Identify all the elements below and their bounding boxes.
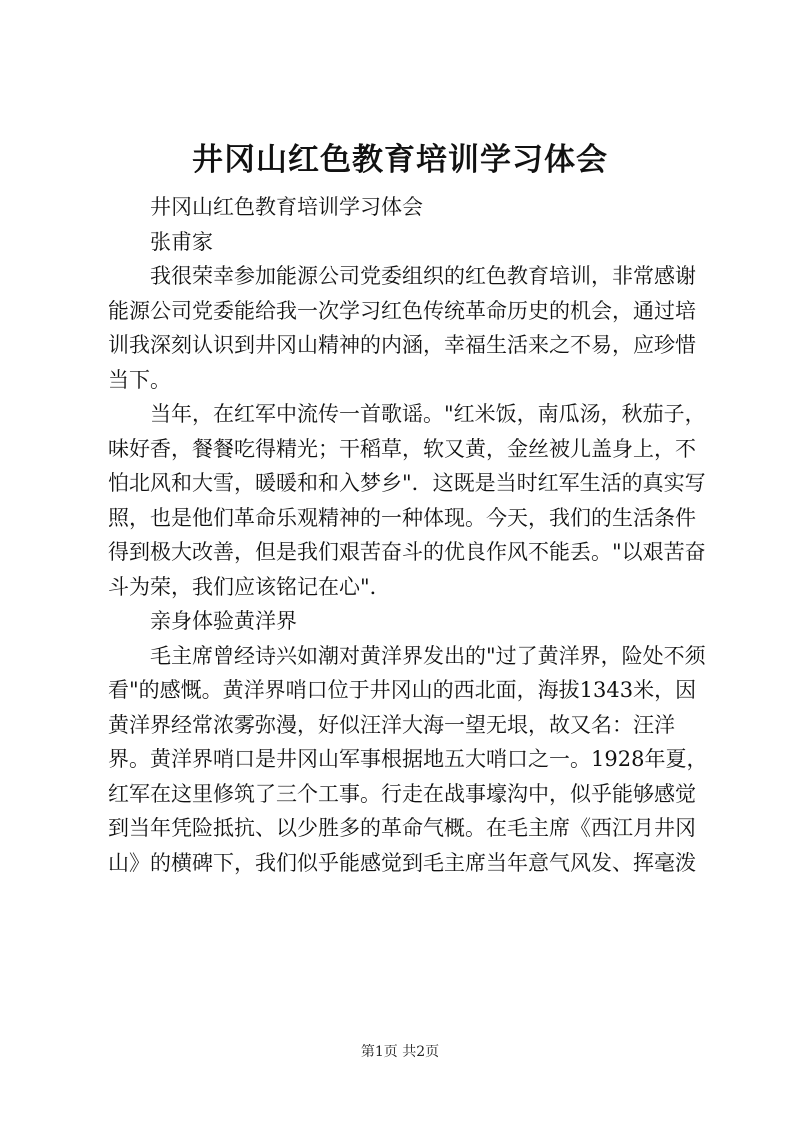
paragraph-subtitle: 井冈山红色教育培训学习体会: [150, 195, 423, 219]
paragraph-author: 张甫家: [150, 229, 213, 254]
page-footer: 第1页 共2页: [360, 1044, 440, 1060]
paragraph-huangyangjie: 毛主席曾经诗兴如潮对黄洋界发出的"过了黄洋界，险处不须看"的感慨。黄洋界哨口位于井冈山的西北面，海拔1343米，因黄洋界经常浓雾弥漫，好似汪洋大海一望无垠，故又名：汪洋界。黄洋界哨口是井冈山军事根据地五大哨口之一。1928年夏，红军在这里修筑了三个工事。行走在战事壕沟中，似乎能够感觉到当年凭险抵抗、以少胜多的革命气概。在毛主席《西江月井冈山》的横碑下，我们似乎能感觉到毛主席当年意气风发、挥毫泼: [108, 643, 708, 875]
paragraph-song: 当年，在红军中流传一首歌谣。"红米饭，南瓜汤，秋茄子，味好香，餐餐吃得精光；干稻草，软又黄，金丝被儿盖身上，不怕北风和大雪，暖暖和和入梦乡"．这既是当时红军生活的真实写照，也是他们革命乐观精神的一种体现。今天，我们的生活条件得到极大改善，但是我们艰苦奋斗的优良作风不能丢。"以艰苦奋斗为荣，我们应该铭记在心"．: [108, 402, 706, 599]
document-body: [108, 190, 712, 880]
section-heading: 亲身体验黄洋界: [150, 609, 297, 633]
paragraph-intro: 我很荣幸参加能源公司党委组织的红色教育培训，非常感谢能源公司党委能给我一次学习红色传统革命历史的机会，通过培训我深刻认识到井冈山精神的内涵，幸福生活来之不易，应珍惜当下。: [108, 264, 696, 392]
document-title: 井冈山红色教育培训学习体会: [192, 142, 608, 178]
